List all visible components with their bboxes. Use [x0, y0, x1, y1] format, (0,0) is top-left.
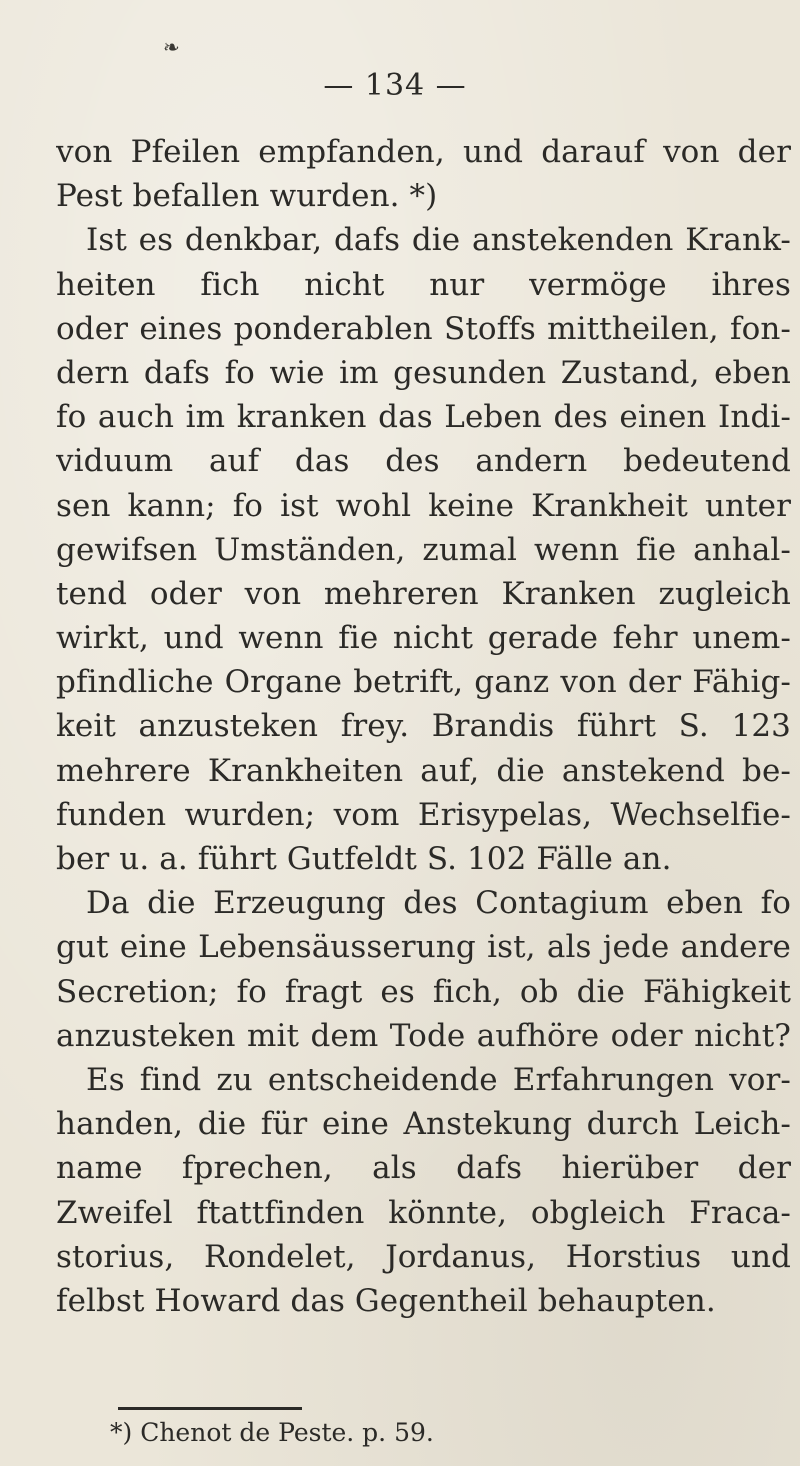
page-number: — 134 —	[323, 68, 467, 103]
text-line: von Pfeilen empfanden, und darauf von der	[56, 134, 791, 170]
text-line: funden wurden; vom Erisypelas, Wechselfie-	[56, 796, 791, 833]
text-line: heiten fich nicht nur vermöge ihres	[56, 266, 791, 303]
text-line: fo auch im kranken das Leben des einen Indi-	[56, 399, 791, 436]
text-line: mehrere Krankheiten auf, die anstekend be-	[56, 752, 791, 789]
text-line: gewifsen Umständen, zumal wenn fie anhal-	[56, 531, 791, 568]
text-line: Da die Erzeugung des Contagium eben fo	[86, 885, 791, 922]
text-line: ber u. a. führt Gutfeldt S. 102 Fälle an.	[56, 841, 672, 877]
text-line: Zweifel ftattfinden könnte, obgleich Fraca-	[56, 1194, 791, 1231]
footnote: *) Chenot de Peste. p. 59.	[110, 1418, 434, 1447]
text-line: anzusteken mit dem Tode aufhöre oder nicht?	[56, 1017, 791, 1054]
text-line: wirkt, und wenn fie nicht gerade fehr unem-	[56, 620, 791, 657]
text-line: viduum auf das des andern bedeutend	[56, 443, 791, 480]
text-line: gut eine Lebensäusserung ist, als jede andere	[56, 929, 791, 966]
text-line: Secretion; fo fragt es fich, ob die Fähigkeit	[56, 973, 791, 1010]
text-line: sen kann; fo ist wohl keine Krankheit unter	[56, 487, 791, 524]
footnote-rule	[118, 1407, 302, 1410]
text-line: pfindliche Organe betrift, ganz von der Fähig-	[56, 664, 791, 701]
text-line: storius, Rondelet, Jordanus, Horstius und	[56, 1238, 791, 1275]
text-line: tend oder von mehreren Kranken zugleich	[56, 575, 791, 612]
text-line: name fprechen, als dafs hierüber der	[56, 1150, 791, 1187]
text-line: Pest befallen wurden. *)	[56, 178, 438, 215]
text-line: Ist es denkbar, dafs die anstekenden Krank-	[86, 222, 791, 259]
text-line: oder eines ponderablen Stoffs mittheilen, fon-	[56, 310, 791, 347]
text-line: felbst Howard das Gegentheil behaupten.	[56, 1282, 716, 1319]
text-line: Es find zu entscheidende Erfahrungen vor-	[86, 1061, 791, 1098]
text-line: dern dafs fo wie im gesunden Zustand, eben	[56, 354, 791, 391]
text-line: keit anzusteken frey. Brandis führt S. 123	[56, 708, 791, 745]
printer-ornament: ❧	[163, 35, 180, 59]
text-line: handen, die für eine Anstekung durch Leich-	[56, 1106, 791, 1143]
body-text	[56, 130, 791, 1323]
